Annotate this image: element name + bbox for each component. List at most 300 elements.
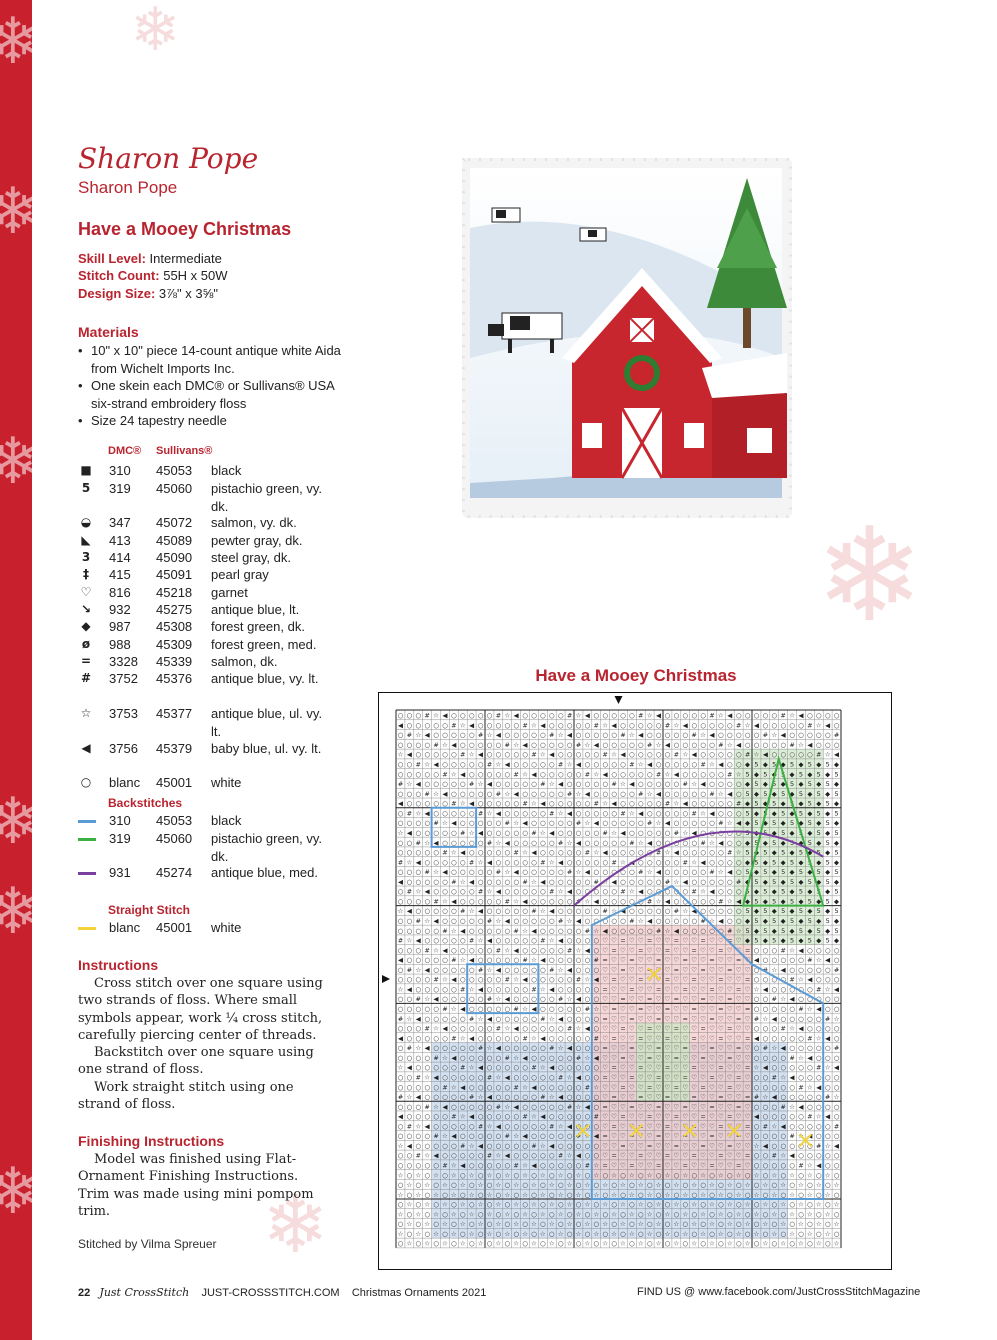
stitch-symbol: ◀ bbox=[460, 927, 465, 935]
stitch-symbol: ☆ bbox=[602, 800, 608, 808]
stitch-symbol: ☆ bbox=[709, 761, 715, 769]
stitch-symbol: = bbox=[700, 1025, 705, 1033]
stitch-symbol: ○ bbox=[656, 1230, 662, 1238]
stitch-symbol: ○ bbox=[478, 1113, 484, 1121]
stitch-symbol: ○ bbox=[718, 888, 724, 896]
color-name: forest green, dk. bbox=[211, 618, 326, 636]
stitch-symbol: ◀ bbox=[505, 761, 510, 769]
stitch-symbol: ○ bbox=[407, 800, 413, 808]
stitch-symbol: ○ bbox=[487, 770, 493, 778]
stitch-symbol: ☆ bbox=[513, 1240, 519, 1248]
stitch-symbol: ○ bbox=[816, 1171, 822, 1179]
stitch-symbol: ◀ bbox=[442, 1103, 447, 1111]
sullivans-number: 45091 bbox=[156, 566, 192, 584]
stitch-symbol: ☆ bbox=[460, 878, 466, 886]
stitch-symbol: ◆ bbox=[772, 809, 777, 817]
stitch-symbol: ○ bbox=[834, 1054, 840, 1062]
stitch-symbol: ○ bbox=[558, 721, 564, 729]
stitch-symbol: ◆ bbox=[790, 868, 795, 876]
stitch-symbol: ☆ bbox=[584, 1220, 590, 1228]
stitch-symbol: ☆ bbox=[424, 839, 430, 847]
stitch-symbol: 5 bbox=[754, 878, 758, 886]
stitch-symbol: ☆ bbox=[584, 819, 590, 827]
stitch-symbol: ○ bbox=[754, 1122, 760, 1130]
stitch-symbol: ○ bbox=[754, 731, 760, 739]
stitch-symbol: ☆ bbox=[442, 1054, 448, 1062]
stitch-symbol: ☆ bbox=[629, 1171, 635, 1179]
stitch-symbol: ☆ bbox=[789, 946, 795, 954]
stitch-symbol: ○ bbox=[442, 839, 448, 847]
stitch-symbol: ○ bbox=[522, 868, 528, 876]
stitch-symbol: ○ bbox=[433, 1220, 439, 1228]
stitch-symbol: ☆ bbox=[522, 1005, 528, 1013]
stitch-symbol: ○ bbox=[700, 790, 706, 798]
stitch-symbol: ○ bbox=[727, 829, 733, 837]
stitch-symbol: ○ bbox=[460, 966, 466, 974]
stitch-symbol: ○ bbox=[407, 897, 413, 905]
stitch-symbol: ○ bbox=[504, 937, 510, 945]
stitch-symbol: ○ bbox=[593, 1093, 599, 1101]
stitch-symbol: ○ bbox=[789, 985, 795, 993]
stitch-symbol: ◀ bbox=[540, 721, 545, 729]
stitch-symbol: ☆ bbox=[531, 800, 537, 808]
stitch-symbol: ○ bbox=[780, 1162, 786, 1170]
stitch-symbol: ○ bbox=[816, 731, 822, 739]
stitch-symbol: ☆ bbox=[665, 1210, 671, 1218]
stitch-symbol: 5 bbox=[826, 839, 830, 847]
stitch-symbol: ○ bbox=[522, 731, 528, 739]
stitch-symbol: # bbox=[727, 927, 732, 935]
stitch-symbol: ♡ bbox=[745, 1015, 751, 1023]
stitch-symbol: ○ bbox=[442, 1171, 448, 1179]
stitch-symbol: ○ bbox=[496, 927, 502, 935]
stitch-symbol: ○ bbox=[585, 1034, 591, 1042]
stitch-symbol: ♡ bbox=[647, 1162, 653, 1170]
stitch-symbol: ○ bbox=[709, 721, 715, 729]
color-name: pearl gray bbox=[211, 566, 326, 584]
stitch-symbol: ◆ bbox=[781, 761, 786, 769]
stitch-symbol: ♡ bbox=[620, 1073, 626, 1081]
stitch-symbol: ♡ bbox=[602, 1005, 608, 1013]
stitch-symbol: ○ bbox=[620, 917, 626, 925]
stitch-symbol: ○ bbox=[522, 1201, 528, 1209]
stitch-symbol: # bbox=[469, 1015, 474, 1023]
stitch-symbol: ○ bbox=[478, 1171, 484, 1179]
stitch-symbol: ☆ bbox=[576, 946, 582, 954]
stitch-symbol: ○ bbox=[754, 1054, 760, 1062]
stitch-symbol: ○ bbox=[691, 849, 697, 857]
stitch-symbol: ○ bbox=[540, 809, 546, 817]
stitch-symbol: ♡ bbox=[647, 1103, 653, 1111]
stitch-symbol: ○ bbox=[754, 946, 760, 954]
stitch-symbol: ○ bbox=[638, 858, 644, 866]
stitch-symbol: ☆ bbox=[825, 1210, 831, 1218]
stitch-symbol: ◆ bbox=[772, 790, 777, 798]
stitch-symbol: ☆ bbox=[754, 1230, 760, 1238]
stitch-symbol: ♡ bbox=[638, 966, 644, 974]
stitch-symbol: ○ bbox=[415, 1220, 421, 1228]
stitch-symbol: # bbox=[531, 1064, 536, 1072]
stitch-symbol: = bbox=[665, 1005, 670, 1013]
stitch-symbol: ◀ bbox=[727, 868, 732, 876]
stitch-symbol: ○ bbox=[531, 888, 537, 896]
sullivans-number: 45053 bbox=[156, 812, 192, 830]
stitch-symbol: ○ bbox=[593, 751, 599, 759]
stitch-symbol: ◆ bbox=[781, 917, 786, 925]
stitch-symbol: ○ bbox=[593, 917, 599, 925]
stitch-symbol: ○ bbox=[433, 1113, 439, 1121]
stitch-symbol: # bbox=[736, 878, 741, 886]
stitch-symbol: ○ bbox=[585, 1044, 591, 1052]
stitch-symbol: ○ bbox=[398, 976, 404, 984]
stitch-symbol: # bbox=[531, 1142, 536, 1150]
stitch-symbol: ◆ bbox=[772, 907, 777, 915]
stitch-symbol: # bbox=[674, 907, 679, 915]
stitch-symbol: ○ bbox=[593, 1220, 599, 1228]
stitch-symbol: ○ bbox=[415, 1005, 421, 1013]
sullivans-number: 45090 bbox=[156, 549, 192, 567]
stitch-symbol: ☆ bbox=[513, 897, 519, 905]
stitch-symbol: ○ bbox=[478, 1162, 484, 1170]
stitch-symbol: ○ bbox=[531, 917, 537, 925]
stitch-symbol: ◆ bbox=[798, 761, 803, 769]
stitch-symbol: ◆ bbox=[790, 790, 795, 798]
stitch-symbol: ○ bbox=[496, 1054, 502, 1062]
stitch-symbol: ☆ bbox=[780, 1240, 786, 1248]
stitch-symbol: # bbox=[763, 1044, 768, 1052]
stitch-symbol: 3 bbox=[78, 549, 94, 567]
stitch-symbol: ◀ bbox=[540, 800, 545, 808]
stitch-symbol: # bbox=[567, 1103, 572, 1111]
stitch-symbol: ○ bbox=[531, 1152, 537, 1160]
stitch-symbol: ♡ bbox=[745, 956, 751, 964]
stitch-symbol: ○ bbox=[700, 907, 706, 915]
stitch-symbol: ○ bbox=[593, 907, 599, 915]
issue-name: Christmas Ornaments 2021 bbox=[352, 1287, 487, 1299]
stitch-symbol: # bbox=[629, 917, 634, 925]
stitch-symbol: ♡ bbox=[700, 1122, 706, 1130]
stitch-symbol: ○ bbox=[407, 956, 413, 964]
stitch-symbol: ♡ bbox=[638, 1103, 644, 1111]
stitch-symbol: ○ bbox=[593, 858, 599, 866]
stitch-symbol: ♡ bbox=[718, 1025, 724, 1033]
stitch-symbol: # bbox=[772, 995, 777, 1003]
stitch-symbol: ○ bbox=[593, 1103, 599, 1111]
stitch-symbol: ○ bbox=[825, 1044, 831, 1052]
stitch-symbol: ○ bbox=[807, 1073, 813, 1081]
stitch-symbol: ☆ bbox=[415, 1122, 421, 1130]
stitch-symbol: ○ bbox=[789, 1064, 795, 1072]
stitch-symbol: ○ bbox=[620, 1191, 626, 1199]
stitch-symbol: ♡ bbox=[602, 1122, 608, 1130]
stitch-symbol: ☆ bbox=[451, 1171, 457, 1179]
color-name: steel gray, dk. bbox=[211, 549, 326, 567]
dmc-number: 931 bbox=[109, 864, 131, 882]
stitch-symbol: ○ bbox=[638, 1230, 644, 1238]
stitch-symbol: = bbox=[611, 1122, 616, 1130]
stitch-symbol: ☆ bbox=[762, 1240, 768, 1248]
stitch-symbol: ○ bbox=[789, 1201, 795, 1209]
stitch-symbol: ○ bbox=[665, 888, 671, 896]
stitch-symbol: ♡ bbox=[629, 995, 635, 1003]
stitch-symbol: ○ bbox=[763, 1162, 769, 1170]
stitch-symbol: ○ bbox=[531, 731, 537, 739]
stitch-symbol: ○ bbox=[398, 1083, 404, 1091]
stitch-symbol: ♡ bbox=[665, 1132, 671, 1140]
stitch-symbol: ○ bbox=[487, 897, 493, 905]
stitch-symbol: ☆ bbox=[522, 770, 528, 778]
stitch-symbol: ☆ bbox=[576, 1191, 582, 1199]
stitch-symbol: ○ bbox=[398, 1152, 404, 1160]
stitch-symbol: = bbox=[647, 1054, 652, 1062]
stitch-symbol: ☆ bbox=[807, 1171, 813, 1179]
stitch-symbol: ○ bbox=[593, 946, 599, 954]
stitch-symbol: ○ bbox=[593, 1181, 599, 1189]
stitch-symbol: = bbox=[691, 976, 696, 984]
stitch-symbol: ◀ bbox=[816, 1005, 821, 1013]
stitch-symbol: ○ bbox=[718, 780, 724, 788]
stitch-symbol: ☆ bbox=[433, 1103, 439, 1111]
stitch-symbol: ○ bbox=[424, 1005, 430, 1013]
stitch-symbol: ○ bbox=[558, 819, 564, 827]
sullivans-number: 45275 bbox=[156, 601, 192, 619]
stitch-symbol: # bbox=[469, 780, 474, 788]
stitch-symbol: 5 bbox=[834, 770, 838, 778]
stitch-symbol: ○ bbox=[700, 897, 706, 905]
stitch-symbol: 5 bbox=[826, 897, 830, 905]
stitch-symbol: ○ bbox=[460, 819, 466, 827]
stitch-symbol: ☆ bbox=[442, 976, 448, 984]
stitch-symbol: ♡ bbox=[620, 946, 626, 954]
stitch-symbol: ○ bbox=[558, 1005, 564, 1013]
stitch-symbol: ○ bbox=[620, 819, 626, 827]
stitch-symbol: ○ bbox=[433, 800, 439, 808]
stitch-symbol: ○ bbox=[531, 1044, 537, 1052]
stitch-symbol: # bbox=[407, 731, 412, 739]
stitch-symbol: ○ bbox=[834, 1230, 840, 1238]
stitch-symbol: ☆ bbox=[549, 1240, 555, 1248]
stitch-symbol: ◀ bbox=[514, 1025, 519, 1033]
stitch-symbol: ○ bbox=[424, 1191, 430, 1199]
stitch-symbol: ♡ bbox=[682, 1152, 688, 1160]
stitch-symbol: = bbox=[736, 985, 741, 993]
stitch-symbol: ☆ bbox=[718, 868, 724, 876]
stitch-symbol: ○ bbox=[691, 839, 697, 847]
stitch-symbol: ◀ bbox=[674, 770, 679, 778]
stitch-symbol: ☆ bbox=[460, 1113, 466, 1121]
stitch-symbol: ◀ bbox=[781, 731, 786, 739]
stitch-symbol: ○ bbox=[540, 1044, 546, 1052]
stitch-symbol: ○ bbox=[771, 1132, 777, 1140]
social-link[interactable]: FIND US @ www.facebook.com/JustCrossStitchMagazine bbox=[637, 1286, 920, 1298]
stitch-symbol: 5 bbox=[772, 761, 776, 769]
stitch-symbol: = bbox=[647, 1083, 652, 1091]
stitch-symbol: 5 bbox=[790, 858, 794, 866]
stitch-symbol: ○ bbox=[424, 1093, 430, 1101]
stitch-symbol: ○ bbox=[398, 741, 404, 749]
stitch-symbol: ◀ bbox=[478, 985, 483, 993]
stitch-symbol: ○ bbox=[576, 878, 582, 886]
stitch-symbol: ☆ bbox=[700, 1210, 706, 1218]
stitch-symbol: ○ bbox=[727, 888, 733, 896]
stitch-symbol: # bbox=[442, 1083, 447, 1091]
stitch-symbol: ○ bbox=[771, 985, 777, 993]
stitch-symbol: ☆ bbox=[487, 1044, 493, 1052]
stitch-symbol: # bbox=[647, 741, 652, 749]
stitch-symbol: ☆ bbox=[415, 809, 421, 817]
stitch-symbol: ☆ bbox=[567, 1201, 573, 1209]
stitch-symbol: ○ bbox=[763, 1103, 769, 1111]
stitch-symbol: ☆ bbox=[727, 741, 733, 749]
stitch-symbol: ◀ bbox=[612, 800, 617, 808]
stitch-symbol: ♡ bbox=[673, 1015, 679, 1023]
stitch-symbol: ○ bbox=[469, 897, 475, 905]
stitch-symbol: ○ bbox=[611, 927, 617, 935]
stitch-symbol: ○ bbox=[407, 927, 413, 935]
stitch-symbol: ○ bbox=[771, 1083, 777, 1091]
stitch-symbol: ○ bbox=[834, 1162, 840, 1170]
stitch-symbol: = bbox=[709, 1132, 714, 1140]
stitch-symbol: ♡ bbox=[647, 1015, 653, 1023]
stitch-symbol: ○ bbox=[602, 1171, 608, 1179]
stitch-symbol: # bbox=[798, 1083, 803, 1091]
stitch-symbol: = bbox=[620, 1113, 625, 1121]
stitch-symbol: ○ bbox=[442, 888, 448, 896]
stitch-symbol: ○ bbox=[451, 907, 457, 915]
stitch-symbol: ☆ bbox=[620, 780, 626, 788]
stitch-symbol: ○ bbox=[540, 1083, 546, 1091]
stitch-symbol: = bbox=[727, 966, 732, 974]
stitch-symbol: ○ bbox=[674, 868, 680, 876]
stitch-symbol: ☆ bbox=[736, 1191, 742, 1199]
stitch-symbol: ○ bbox=[691, 1191, 697, 1199]
stitch-symbol: ◀ bbox=[790, 1073, 795, 1081]
stitch-symbol: ○ bbox=[567, 907, 573, 915]
stitch-symbol: ○ bbox=[522, 917, 528, 925]
stitch-symbol: ○ bbox=[433, 1162, 439, 1170]
stitch-symbol: ○ bbox=[540, 1240, 546, 1248]
stitch-symbol: ♡ bbox=[745, 1162, 751, 1170]
stitch-symbol: # bbox=[531, 829, 536, 837]
stitch-symbol: = bbox=[736, 1103, 741, 1111]
stitch-symbol: ○ bbox=[709, 819, 715, 827]
stitch-symbol: # bbox=[460, 907, 465, 915]
stitch-symbol: ○ bbox=[576, 1201, 582, 1209]
stitch-symbol: ○ bbox=[611, 790, 617, 798]
stitch-symbol: ◀ bbox=[576, 917, 581, 925]
stitch-symbol: ○ bbox=[513, 985, 519, 993]
stitch-symbol: = bbox=[718, 1093, 723, 1101]
stitch-symbol: ○ bbox=[585, 1093, 591, 1101]
stitch-symbol: ◀ bbox=[505, 917, 510, 925]
stitch-symbol: 5 bbox=[790, 780, 794, 788]
stitch-symbol: ○ bbox=[585, 878, 591, 886]
stitch-symbol: ○ bbox=[522, 966, 528, 974]
stitch-symbol: ◀ bbox=[727, 712, 732, 720]
stitch-symbol: ○ bbox=[593, 761, 599, 769]
stitch-symbol: ☆ bbox=[398, 751, 404, 759]
stitch-symbol: ◀ bbox=[469, 721, 474, 729]
stitch-symbol: ◆ bbox=[807, 770, 812, 778]
stitch-symbol: ○ bbox=[478, 1210, 484, 1218]
stitch-symbol: ○ bbox=[513, 1122, 519, 1130]
stitch-symbol: ○ bbox=[691, 878, 697, 886]
stitch-symbol: ◀ bbox=[567, 809, 572, 817]
stitch-symbol: ☆ bbox=[754, 985, 760, 993]
stitch-symbol: ♡ bbox=[718, 1083, 724, 1091]
stitch-symbol: ○ bbox=[451, 1064, 457, 1072]
stitch-symbol: ○ bbox=[763, 956, 769, 964]
stitch-symbol: ○ bbox=[478, 1005, 484, 1013]
stitch-symbol: ○ bbox=[674, 819, 680, 827]
stitch-symbol: ☆ bbox=[576, 1230, 582, 1238]
stitch-symbol: ◀ bbox=[763, 1142, 768, 1150]
stitch-symbol: ♡ bbox=[718, 1113, 724, 1121]
stitch-symbol: ◀ bbox=[523, 819, 528, 827]
stitch-symbol: ○ bbox=[487, 1240, 493, 1248]
stitch-symbol: ☆ bbox=[495, 1181, 501, 1189]
stitch-symbol: ◀ bbox=[736, 741, 741, 749]
stitch-symbol: ○ bbox=[496, 1083, 502, 1091]
stitch-symbol: # bbox=[718, 897, 723, 905]
stitch-symbol: ◀ bbox=[549, 985, 554, 993]
stitch-symbol: ♡ bbox=[602, 1025, 608, 1033]
stitch-symbol: ☆ bbox=[415, 731, 421, 739]
stitch-symbol: ○ bbox=[549, 761, 555, 769]
stitch-symbol: ♡ bbox=[727, 1103, 733, 1111]
stitch-symbol: # bbox=[834, 1122, 839, 1130]
stitch-symbol: ☆ bbox=[789, 1230, 795, 1238]
stitch-symbol: ○ bbox=[585, 1152, 591, 1160]
stitch-symbol: ☆ bbox=[469, 1230, 475, 1238]
stitch-symbol: ○ bbox=[780, 1083, 786, 1091]
stitch-symbol: # bbox=[585, 1005, 590, 1013]
stitch-symbol: ◆ bbox=[825, 849, 830, 857]
stitch-symbol: ♡ bbox=[602, 937, 608, 945]
stitch-symbol: ○ bbox=[771, 1005, 777, 1013]
stitch-symbol: ○ bbox=[451, 731, 457, 739]
stitch-symbol: ☆ bbox=[584, 897, 590, 905]
stitch-symbol: ○ bbox=[593, 790, 599, 798]
stitch-symbol: # bbox=[709, 868, 714, 876]
stitch-symbol: ◆ bbox=[790, 809, 795, 817]
stitch-symbol: = bbox=[727, 995, 732, 1003]
stitch-symbol: ○ bbox=[585, 839, 591, 847]
stitch-symbol: ◆ bbox=[798, 819, 803, 827]
stitch-symbol: # bbox=[834, 731, 839, 739]
stitch-symbol: ○ bbox=[415, 1083, 421, 1091]
dmc-number: 319 bbox=[109, 830, 131, 848]
stitch-symbol: ○ bbox=[736, 1181, 742, 1189]
stitch-symbol: ◆ bbox=[763, 878, 768, 886]
stitch-symbol: ◀ bbox=[416, 1015, 421, 1023]
stitch-symbol: ○ bbox=[398, 809, 404, 817]
stitch-symbol: 5 bbox=[826, 878, 830, 886]
stitch-symbol: ○ bbox=[504, 721, 510, 729]
stitch-symbol: ☆ bbox=[647, 1171, 653, 1179]
stitch-symbol: # bbox=[433, 976, 438, 984]
stitch-symbol: ◀ bbox=[398, 1113, 403, 1121]
stitch-symbol: ☆ bbox=[469, 1171, 475, 1179]
stitch-count: Stitch Count: 55H x 50W bbox=[78, 268, 228, 283]
stitch-symbol: # bbox=[522, 721, 527, 729]
stitch-symbol: 5 bbox=[799, 888, 803, 896]
stitch-symbol: 5 bbox=[817, 809, 821, 817]
stitch-symbol: ○ bbox=[665, 809, 671, 817]
stitch-symbol: = bbox=[611, 1093, 616, 1101]
stitch-symbol: ○ bbox=[745, 1210, 751, 1218]
stitch-symbol: ○ bbox=[407, 1025, 413, 1033]
